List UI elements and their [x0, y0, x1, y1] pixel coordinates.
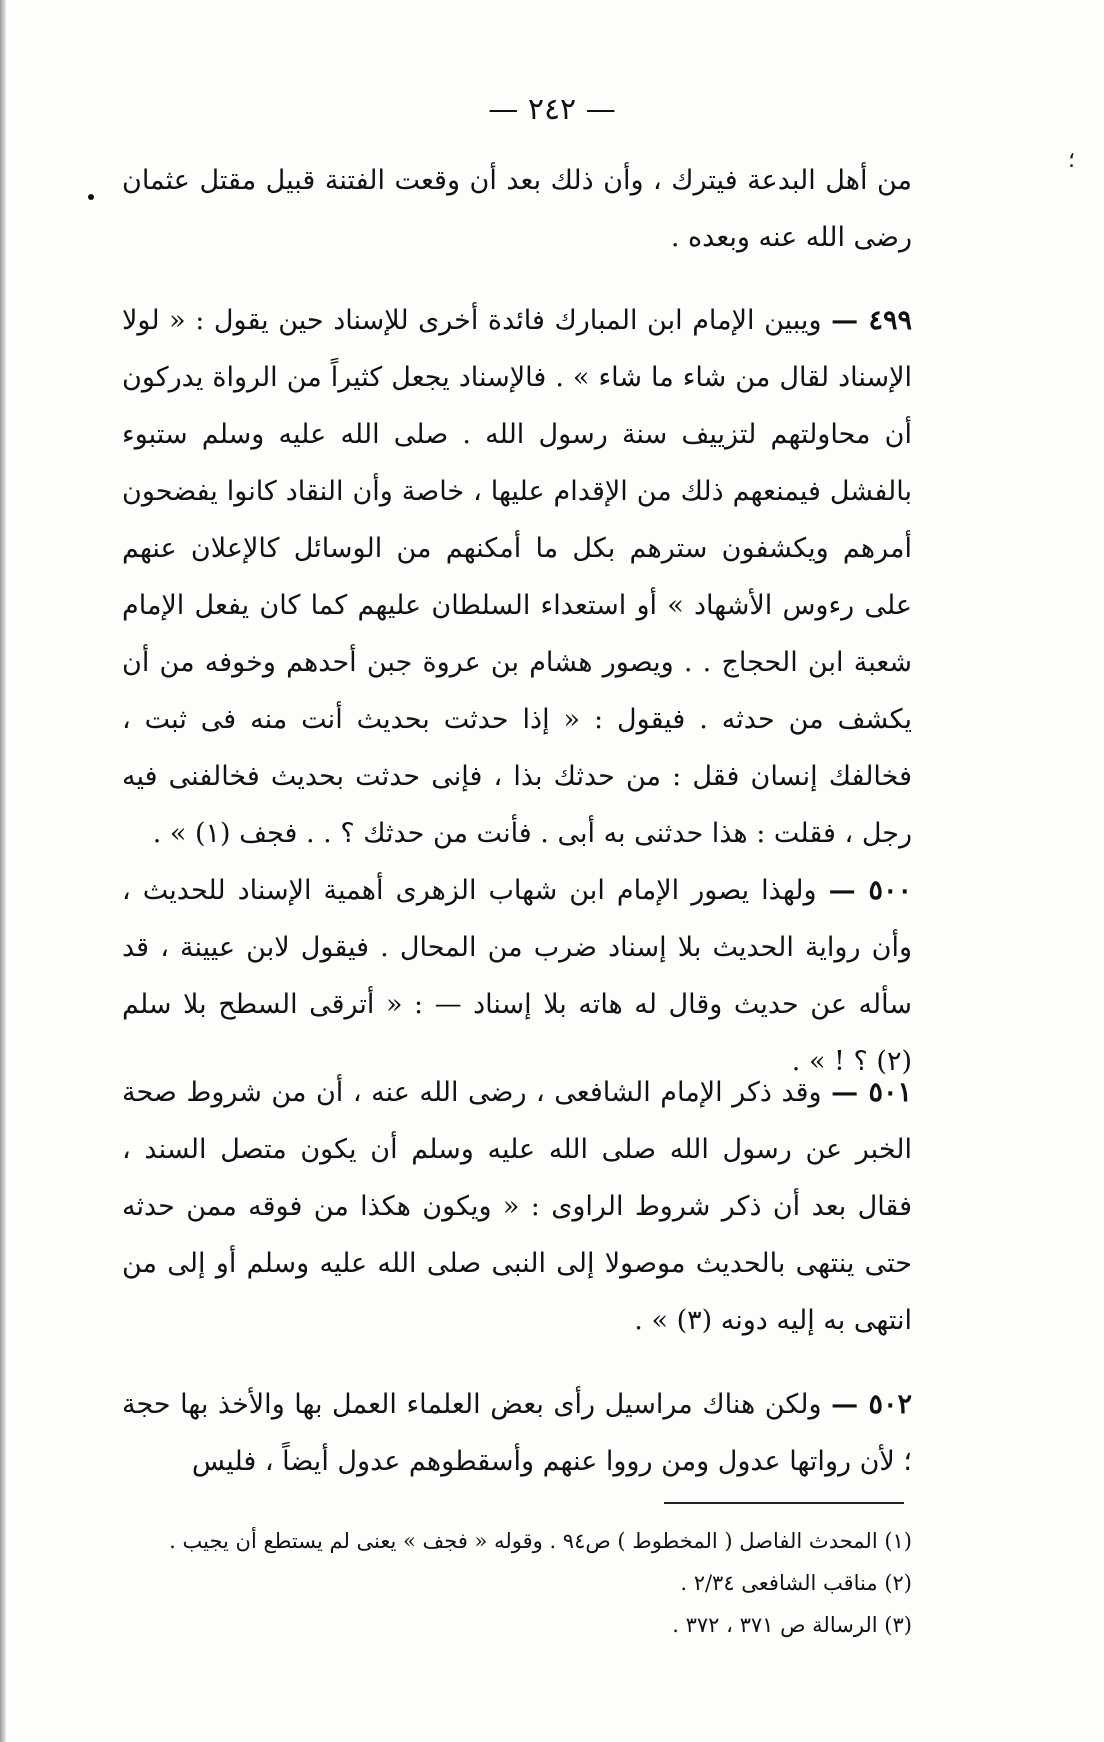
footnote-separator — [664, 1502, 904, 1504]
footnote-1: (١) المحدث الفاصل ( المخطوط ) ص٩٤ . وقوله « فجف » يعنى لم يستطع أن يجيب . — [169, 1529, 912, 1553]
paragraph-502 — [122, 1376, 912, 1490]
paragraph-text: ولكن هناك مراسيل رأى بعض العلماء العمل بها والأخذ بها حجة ؛ لأن رواتها عدول ومن رووا عنهم وأسقطوهم عدول أيضاً ، فليس — [122, 1389, 912, 1477]
footnote-3: (٣) الرسالة ص ٣٧١ ، ٣٧٢ . — [672, 1613, 912, 1637]
paragraph-number: ٤٩٩ — — [831, 305, 912, 336]
paragraph-501 — [122, 1064, 912, 1349]
paragraph-text: ولهذا يصور الإمام ابن شهاب الزهرى أهمية الإسناد للحديث ، وأن رواية الحديث بلا إسناد ضرب من المحال . فيقول لابن عيينة ، قد سأله عن حديث وقال له هاته بلا إسناد — : « أترقى السطح بلا سلم (٢) ؟ ! » . — [122, 875, 912, 1077]
paragraph-500 — [122, 862, 912, 1090]
paragraph-continuation — [122, 152, 912, 266]
page-binding-edge — [0, 0, 6, 1742]
footnotes — [122, 1520, 912, 1646]
paragraph-text: من أهل البدعة فيترك ، وأن ذلك بعد أن وقعت الفتنة قبيل مقتل عثمان رضى الله عنه وبعده . — [122, 165, 912, 253]
page-number: — ٢٤٢ — — [488, 92, 616, 127]
paragraph-499 — [122, 292, 912, 862]
paragraph-text: ويبين الإمام ابن المبارك فائدة أخرى للإسناد حين يقول : « لولا الإسناد لقال من شاء ما شاء » . فالإسناد يجعل كثيراً من الرواة يدركون أن محاولتهم لتزييف سنة رسول الله . صلى الله عليه وسلم ستبوء بالفشل فيمنعهم ذلك من الإقدام عليها ، خاصة وأن النقاد كانوا يفضحون أمرهم ويكشفون سترهم بكل ما أمكنهم من الوسائل كالإعلان عنهم على رءوس الأشهاد » أو استعداء السلطان عليهم كما كان يفعل الإمام شعبة ابن الحجاج . . ويصور هشام بن عروة جبن أحدهم وخوفه من أن يكشف من حدثه . فيقول : « إذا حدثت بحديث أنت منه فى ثبت ، فخالفك إنسان فقل : من حدثك بذا ، فإنى حدثت بحديث فخالفنى فيه رجل ، فقلت : هذا حدثنى به أبى . فأنت من حدثك ؟ . . فجف (١) » . — [122, 305, 912, 849]
paragraph-number: ٥٠١ — — [831, 1077, 912, 1108]
margin-dot — [88, 194, 94, 200]
paragraph-number: ٥٠٢ — — [831, 1389, 912, 1420]
paragraph-text: وقد ذكر الإمام الشافعى ، رضى الله عنه ، أن من شروط صحة الخبر عن رسول الله صلى الله عليه وسلم أن يكون متصل السند ، فقال بعد أن ذكر شروط الراوى : « ويكون هكذا من فوقه ممن حدثه حتى ينتهى بالحديث موصولا إلى النبى صلى الله عليه وسلم أو إلى من انتهى به إليه دونه (٣) » . — [122, 1077, 912, 1336]
footnote-2: (٢) مناقب الشافعى ٢/٣٤ . — [680, 1571, 912, 1595]
paragraph-number: ٥٠٠ — — [828, 875, 912, 906]
margin-mark: ؛ — [1068, 148, 1075, 173]
